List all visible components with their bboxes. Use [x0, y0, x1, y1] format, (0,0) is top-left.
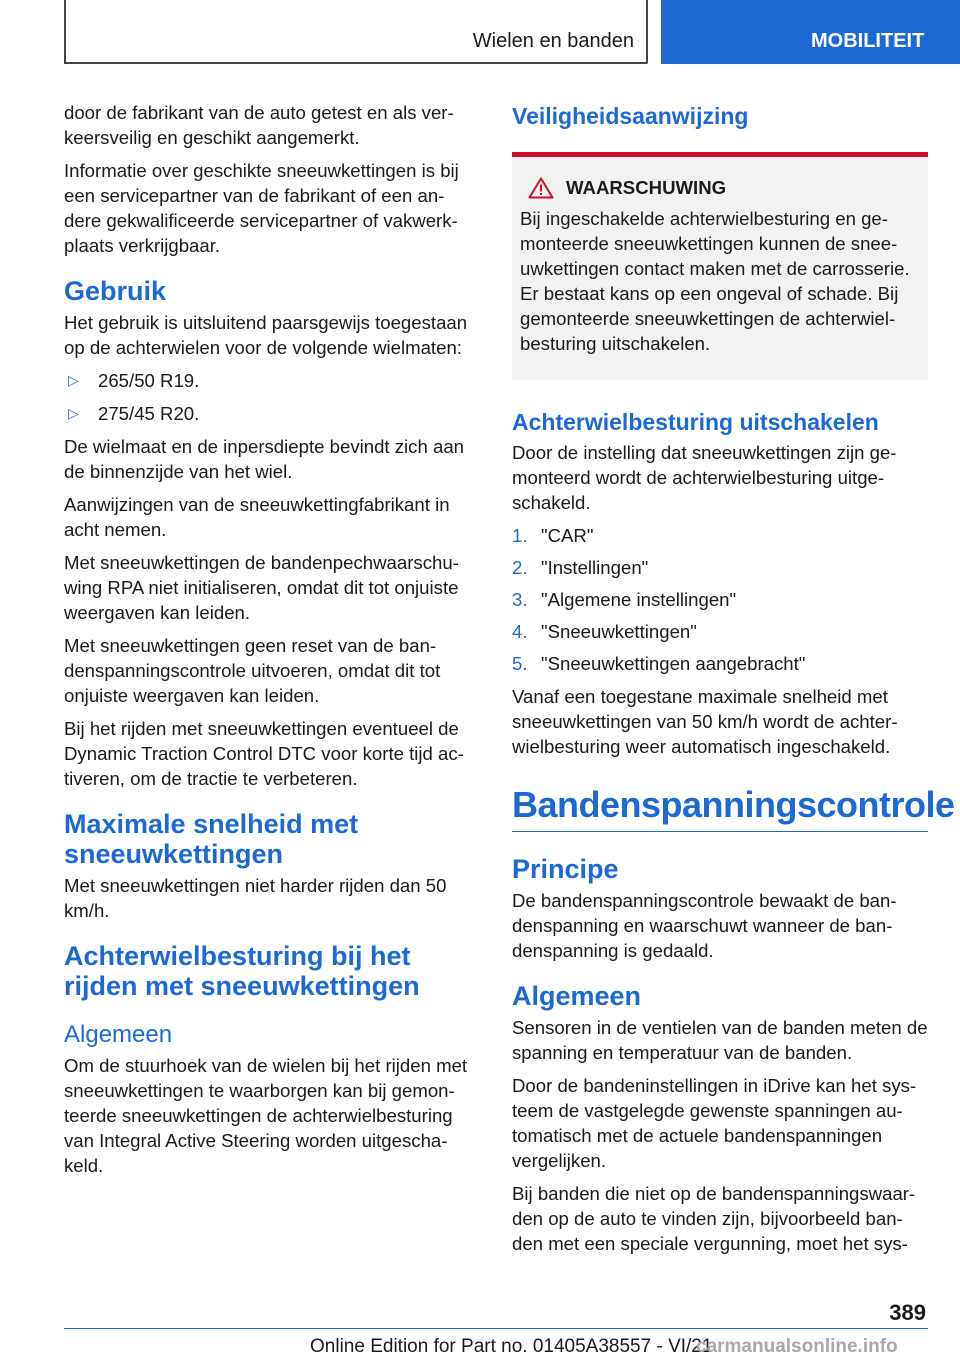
warning-text: Bij ingeschakelde achterwielbesturing en ge‐monteerde sneeuwkettingen kunnen de snee‐uwkettingen contact maken met de carrosserie. Er bestaat kans op een ongeval of schade. Bij gemonteerde sneeuwkettingen de achterwiel‐besturing uitschakelen. [520, 208, 910, 354]
tire-pressure-heading: Bandenspanningscontrole [512, 785, 928, 832]
step-number: 2. [512, 557, 528, 578]
header-chapter-title: MOBILITEIT [811, 30, 925, 52]
gebruik-heading: Gebruik [64, 276, 167, 306]
max-speed-paragraph: Met sneeuwkettingen niet harder rijden dan 50 km/h. [64, 875, 447, 921]
list-item [512, 555, 928, 580]
algemeen-paragraph-1: Sensoren in de ventielen van de banden meten de spanning en temperatuur van de banden. [512, 1017, 928, 1063]
rear-steering-heading: Achterwielbesturing bij het rijden met sneeuwkettingen [64, 941, 420, 1001]
list-item [512, 587, 928, 612]
triangle-bullet-icon: ▷ [68, 405, 79, 421]
step-text: "Algemene instellingen" [541, 589, 737, 610]
watermark-text: carmanualsonline.info [696, 1336, 898, 1357]
algemeen-subheading: Algemeen [64, 1021, 173, 1048]
algemeen-paragraph: Om de stuurhoek van de wielen bij het rijden met sneeuwkettingen te waarborgen kan bij gemon‐teerde sneeuwkettingen de achterwielbesturing van Integral Active Steering worden uitgescha‐keld. [64, 1055, 468, 1176]
gebruik-paragraph-4: Met sneeuwkettingen de bandenpechwaarschu‐wing RPA niet initialiseren, omdat dit tot onjuiste weergaven kan leiden. [64, 552, 459, 623]
warning-box [512, 152, 928, 380]
edition-text: Online Edition for Part no. 01405A38557 - VI/21 [310, 1336, 713, 1357]
algemeen-paragraph-2: Door de bandeninstellingen in iDrive kan het sys‐teem de vastgelegde gewenste spanningen au‐tomatisch met de actuele bandenspanningen vergelijken. [512, 1075, 917, 1171]
max-speed-heading: Maximale snelheid met sneeuwkettingen [64, 809, 359, 869]
steps-list [512, 523, 928, 676]
page-number: 389 [889, 1300, 926, 1325]
principe-paragraph: De bandenspanningscontrole bewaakt de ban‐denspanning en waarschuwt wanneer de ban‐denspanning is gedaald. [512, 890, 897, 961]
intro-paragraph-2: Informatie over geschikte sneeuwkettingen is bij een servicepartner van de fabrikant of een an‐dere gekwalificeerde servicepartner of vakwerk‐plaats verkrijgbaar. [64, 160, 459, 256]
step-text: "Sneeuwkettingen aangebracht" [541, 653, 806, 674]
disable-rear-steering-heading: Achterwielbesturing uitschakelen [512, 409, 879, 435]
wheel-size-list [64, 368, 480, 426]
step-number: 5. [512, 653, 528, 674]
list-item-text: 275/45 R20. [98, 403, 200, 424]
warning-triangle-icon [528, 177, 554, 199]
gebruik-paragraph-5: Met sneeuwkettingen geen reset van de ban‐denspanningscontrole uitvoeren, omdat dit tot onjuiste weergaven kan leiden. [64, 635, 441, 706]
warning-label: WAARSCHUWING [566, 177, 727, 198]
right-column [512, 100, 955, 1264]
algemeen-heading: Algemeen [512, 981, 642, 1011]
algemeen-paragraph-3: Bij banden die niet op de bandenspanningswaar‐den op de auto te vinden zijn, bijvoorbeeld ban‐den met een speciale vergunning, moet het sys‐ [512, 1183, 916, 1254]
left-column [64, 100, 480, 1186]
gebruik-paragraph-1: Het gebruik is uitsluitend paarsgewijs toegestaan op de achterwielen voor de volgende wielmaten: [64, 312, 468, 358]
gebruik-paragraph-3: Aanwijzingen van de sneeuwkettingfabrikant in acht nemen. [64, 494, 450, 540]
step-number: 1. [512, 525, 528, 546]
list-item [64, 368, 480, 393]
list-item [512, 619, 928, 644]
header-section-tab [64, 0, 648, 64]
step-number: 3. [512, 589, 528, 610]
gebruik-paragraph-2: De wielmaat en de inpersdiepte bevindt zich aan de binnenzijde van het wiel. [64, 436, 465, 482]
step-number: 4. [512, 621, 528, 642]
triangle-bullet-icon: ▷ [68, 372, 79, 388]
intro-paragraph-1: door de fabrikant van de auto getest en als ver‐keersveilig en geschikt aangemerkt. [64, 102, 454, 148]
disable-paragraph-1: Door de instelling dat sneeuwkettingen zijn ge‐monteerd wordt de achterwielbesturing uitge‐schakeld. [512, 442, 897, 513]
list-item [64, 401, 480, 426]
footer-divider [64, 1328, 928, 1329]
step-text: "Sneeuwkettingen" [541, 621, 697, 642]
header-section-title: Wielen en banden [472, 30, 634, 52]
header-chapter-tab [661, 0, 960, 64]
list-item [512, 651, 928, 676]
list-item [512, 523, 928, 548]
step-text: "Instellingen" [541, 557, 649, 578]
safety-heading: Veiligheidsaanwijzing [512, 103, 749, 129]
list-item-text: 265/50 R19. [98, 370, 200, 391]
warning-header [520, 175, 920, 200]
principe-heading: Principe [512, 854, 619, 884]
gebruik-paragraph-6: Bij het rijden met sneeuwkettingen eventueel de Dynamic Traction Control DTC voor korte tijd ac‐tiveren, om de tractie te verbeteren. [64, 718, 464, 789]
disable-paragraph-2: Vanaf een toegestane maximale snelheid met sneeuwkettingen van 50 km/h wordt de achter‐wielbesturing weer automatisch ingeschakeld. [512, 686, 898, 757]
step-text: "CAR" [541, 525, 594, 546]
